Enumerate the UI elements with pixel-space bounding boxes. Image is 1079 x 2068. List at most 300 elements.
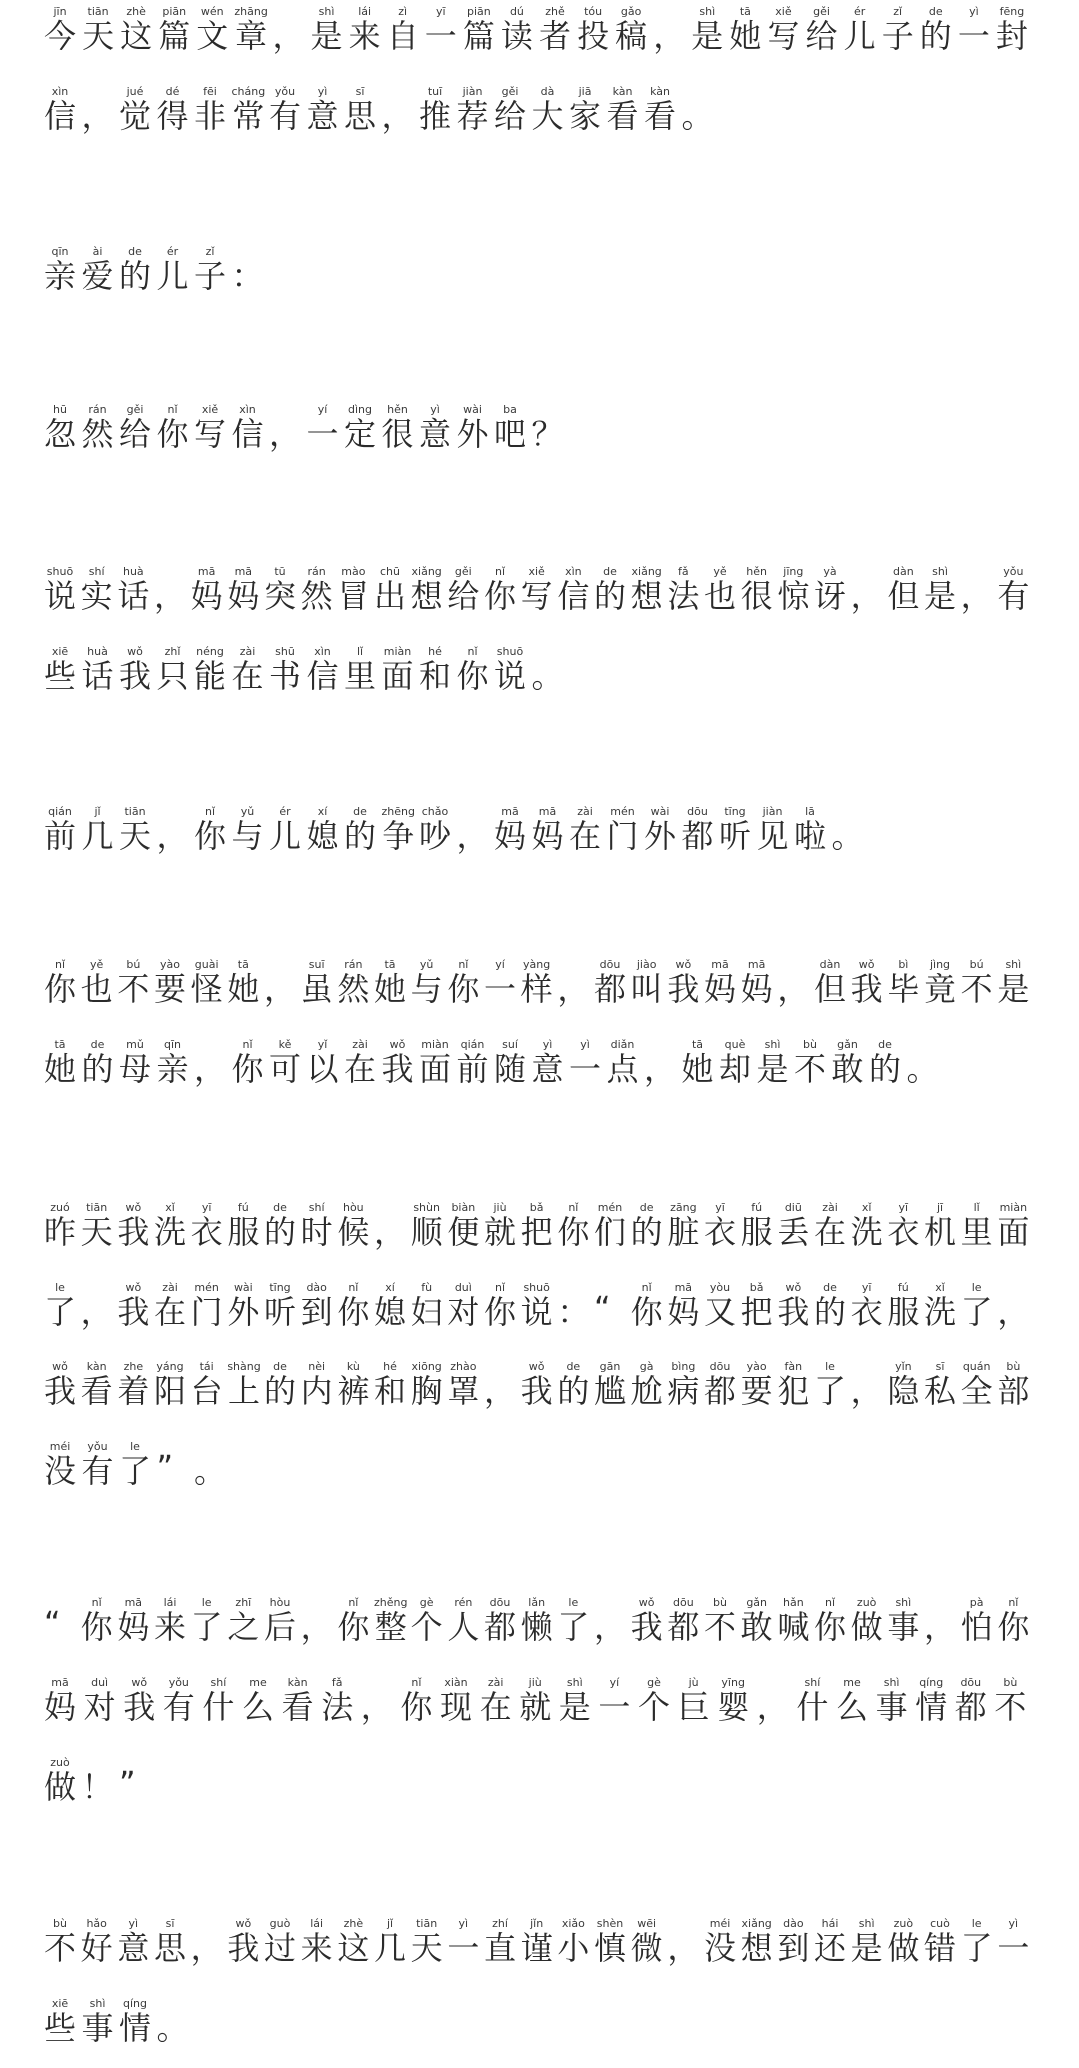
char-with-pinyin: [81, 1038, 114, 1088]
char-with-pinyin: [557, 565, 590, 615]
hanzi-char: 什: [202, 1688, 235, 1726]
hanzi-char: 都: [484, 1608, 517, 1646]
char-with-pinyin: [157, 1448, 174, 1486]
hanzi-char: 洗: [850, 1213, 883, 1251]
pinyin-annotation: zài: [154, 1281, 187, 1294]
hanzi-char: ，: [653, 17, 686, 55]
pinyin-annotation: de: [919, 5, 952, 18]
hanzi-char: 看: [606, 97, 639, 135]
char-with-pinyin: [156, 85, 189, 135]
char-with-pinyin: [995, 5, 1028, 55]
hanzi-char: 隐: [887, 1372, 920, 1410]
pinyin-annotation: jiù: [519, 1676, 552, 1689]
hanzi-char: 虽: [300, 970, 333, 1008]
pinyin-annotation: yǒu: [997, 565, 1030, 578]
hanzi-char: 在: [154, 1293, 187, 1331]
char-with-pinyin: [44, 85, 77, 135]
pinyin-annotation: [157, 805, 189, 818]
pinyin-annotation: le: [557, 1596, 590, 1609]
char-with-pinyin: [269, 645, 302, 695]
pinyin-annotation: diǎn: [606, 1038, 639, 1051]
pinyin-annotation: jiàn: [456, 85, 489, 98]
hanzi-char: 一: [484, 970, 517, 1008]
hanzi-char: ，: [300, 1608, 333, 1646]
pinyin-annotation: dà: [531, 85, 564, 98]
pinyin-annotation: méi: [704, 1917, 737, 1930]
pinyin-annotation: zhào: [447, 1360, 480, 1373]
pinyin-annotation: tā: [374, 958, 406, 971]
pinyin-annotation: shuō: [520, 1281, 553, 1294]
pinyin-annotation: yí: [598, 1676, 631, 1689]
pinyin-annotation: nǐ: [194, 805, 226, 818]
pinyin-annotation: lái: [300, 1917, 333, 1930]
char-with-pinyin: [269, 805, 302, 855]
hanzi-char: 敢: [740, 1608, 773, 1646]
pinyin-annotation: quán: [960, 1360, 993, 1373]
char-with-pinyin: [667, 1360, 700, 1410]
hanzi-char: 来: [348, 17, 381, 55]
pinyin-annotation: tóu: [577, 5, 610, 18]
pinyin-annotation: gǎn: [740, 1596, 773, 1609]
char-with-pinyin: [156, 1038, 189, 1088]
char-with-pinyin: [520, 958, 553, 1008]
hanzi-char: 投: [577, 17, 610, 55]
pinyin-annotation: shì: [875, 1676, 908, 1689]
char-with-pinyin: [344, 85, 377, 135]
char-with-pinyin: [850, 1917, 883, 1967]
pinyin-annotation: tā: [227, 958, 260, 971]
char-with-pinyin: [796, 1676, 829, 1726]
pinyin-annotation: fēi: [194, 85, 227, 98]
hanzi-char: 我: [123, 1688, 156, 1726]
pinyin-annotation: xìn: [231, 403, 264, 416]
pinyin-annotation: fǎ: [667, 565, 700, 578]
char-with-pinyin: [306, 1038, 339, 1088]
char-with-pinyin: [306, 805, 339, 855]
hanzi-char: 的: [919, 17, 952, 55]
hanzi-char: 亲: [44, 257, 77, 295]
char-with-pinyin: [681, 1038, 714, 1088]
hanzi-char: 到: [300, 1293, 333, 1331]
pinyin-annotation: rán: [300, 565, 333, 578]
pinyin-annotation: [374, 1201, 406, 1214]
pinyin-annotation: [194, 1440, 226, 1453]
pinyin-annotation: yī: [850, 1281, 883, 1294]
pinyin-annotation: qíng: [915, 1676, 948, 1689]
char-with-pinyin: [44, 565, 77, 615]
hanzi-char: 我: [119, 657, 152, 695]
pinyin-annotation: bú: [960, 958, 993, 971]
pinyin-annotation: yǐn: [887, 1360, 920, 1373]
char-with-pinyin: [836, 1676, 869, 1726]
pinyin-annotation: dōu: [667, 1596, 700, 1609]
hanzi-char: 外: [644, 817, 677, 855]
pinyin-annotation: lǎn: [520, 1596, 553, 1609]
pinyin-annotation: [119, 1756, 136, 1769]
char-with-pinyin: [520, 565, 553, 615]
pinyin-annotation: zài: [479, 1676, 512, 1689]
pinyin-annotation: wǒ: [381, 1038, 414, 1051]
pinyin-annotation: zhě: [539, 5, 572, 18]
pinyin-annotation: xiàn: [440, 1676, 472, 1689]
char-with-pinyin: [344, 645, 377, 695]
char-with-pinyin: [594, 1201, 627, 1251]
pinyin-annotation: mā: [44, 1676, 76, 1689]
hanzi-char: 你: [337, 1608, 370, 1646]
char-with-pinyin: [374, 1281, 407, 1331]
char-with-pinyin: [231, 645, 264, 695]
hanzi-char: 后: [264, 1608, 297, 1646]
char-with-pinyin: [447, 1201, 480, 1251]
pinyin-annotation: shì: [887, 1596, 920, 1609]
pinyin-annotation: zhǐ: [156, 645, 189, 658]
pinyin-annotation: wǒ: [44, 1360, 77, 1373]
char-with-pinyin: [594, 565, 627, 615]
pinyin-annotation: zǐ: [881, 5, 914, 18]
char-with-pinyin: [456, 645, 489, 695]
char-with-pinyin: [667, 1201, 700, 1251]
char-with-pinyin: [740, 1281, 773, 1331]
char-with-pinyin: [997, 1360, 1030, 1410]
hanzi-char: 子: [194, 257, 227, 295]
pinyin-annotation: le: [190, 1596, 223, 1609]
hanzi-char: 一: [598, 1688, 631, 1726]
hanzi-char: 。: [681, 97, 714, 135]
char-with-pinyin: [630, 1917, 663, 1967]
pinyin-annotation: fú: [227, 1201, 260, 1214]
pinyin-annotation: dìng: [344, 403, 376, 416]
pinyin-annotation: bù: [44, 1917, 76, 1930]
pinyin-annotation: mā: [740, 958, 773, 971]
text-line: [44, 1441, 1044, 1511]
pinyin-annotation: gěi: [805, 5, 838, 18]
hanzi-char: 你: [156, 415, 189, 453]
char-with-pinyin: [44, 245, 77, 295]
pinyin-annotation: yě: [80, 958, 113, 971]
pinyin-annotation: tái: [190, 1360, 223, 1373]
char-with-pinyin: [120, 5, 153, 55]
char-with-pinyin: [484, 1201, 517, 1251]
pinyin-annotation: dōu: [704, 1360, 736, 1373]
char-with-pinyin: [887, 1281, 920, 1331]
pinyin-annotation: [44, 1596, 61, 1609]
char-with-pinyin: [814, 1596, 847, 1646]
char-with-pinyin: [638, 1676, 671, 1726]
hanzi-char: 是: [691, 17, 724, 55]
pinyin-annotation: bù: [997, 1360, 1030, 1373]
char-with-pinyin: [264, 565, 297, 615]
char-with-pinyin: [157, 817, 189, 855]
hanzi-char: 非: [194, 97, 227, 135]
char-with-pinyin: [337, 565, 370, 615]
char-with-pinyin: [887, 1201, 920, 1251]
char-with-pinyin: [704, 1201, 737, 1251]
hanzi-char: 在: [569, 817, 602, 855]
char-with-pinyin: [961, 577, 993, 615]
char-with-pinyin: [997, 1596, 1030, 1646]
hanzi-char: 衣: [704, 1213, 737, 1251]
char-with-pinyin: [419, 403, 452, 453]
hanzi-char: 说: [520, 1293, 553, 1331]
hanzi-char: 做: [850, 1608, 883, 1646]
char-with-pinyin: [667, 1596, 700, 1646]
pinyin-annotation: dàn: [887, 565, 920, 578]
hanzi-char: 妇: [410, 1293, 443, 1331]
pinyin-annotation: jiàn: [756, 805, 789, 818]
pinyin-annotation: guò: [264, 1917, 296, 1930]
hanzi-char: 今: [44, 17, 77, 55]
char-with-pinyin: [381, 805, 415, 855]
char-with-pinyin: [924, 1917, 957, 1967]
hanzi-char: 内: [300, 1372, 333, 1410]
hanzi-char: 个: [638, 1688, 671, 1726]
char-with-pinyin: [681, 805, 714, 855]
hanzi-char: ，: [594, 1608, 627, 1646]
pinyin-annotation: zhēng: [381, 805, 415, 818]
pinyin-annotation: [301, 1596, 333, 1609]
hanzi-char: 这: [120, 17, 153, 55]
char-with-pinyin: [851, 577, 883, 615]
pinyin-annotation: shì: [558, 1676, 591, 1689]
char-with-pinyin: [606, 1038, 639, 1088]
hanzi-char: 随: [494, 1050, 527, 1088]
text-line: [44, 404, 1044, 474]
pinyin-annotation: [382, 85, 414, 98]
pinyin-annotation: yòu: [704, 1281, 736, 1294]
pinyin-annotation: bìng: [667, 1360, 700, 1373]
pinyin-annotation: jǐ: [374, 1917, 406, 1930]
char-with-pinyin: [419, 805, 452, 855]
pinyin-annotation: hòu: [264, 1596, 296, 1609]
char-with-pinyin: [337, 1596, 370, 1646]
pinyin-annotation: dàn: [814, 958, 847, 971]
char-with-pinyin: [494, 805, 527, 855]
char-with-pinyin: [832, 817, 864, 855]
char-with-pinyin: [156, 245, 189, 295]
hanzi-char: 在: [231, 657, 264, 695]
char-with-pinyin: [777, 1917, 810, 1967]
pinyin-annotation: jìng: [924, 958, 957, 971]
hanzi-char: 不: [44, 1929, 77, 1967]
hanzi-char: 是: [558, 1688, 591, 1726]
char-with-pinyin: [190, 1596, 223, 1646]
pinyin-annotation: mén: [190, 1281, 223, 1294]
char-with-pinyin: [814, 1360, 847, 1410]
hanzi-char: 但: [814, 970, 847, 1008]
pinyin-annotation: nǐ: [557, 1201, 590, 1214]
hanzi-char: 是: [310, 17, 343, 55]
hanzi-char: 。: [156, 2009, 189, 2047]
hanzi-char: 不: [704, 1608, 737, 1646]
pinyin-annotation: wài: [644, 805, 677, 818]
hanzi-char: 情: [119, 2009, 152, 2047]
char-with-pinyin: [361, 1688, 393, 1726]
hanzi-char: 天: [410, 1929, 443, 1967]
hanzi-char: 服: [227, 1213, 260, 1251]
pinyin-annotation: de: [630, 1201, 663, 1214]
char-with-pinyin: [81, 805, 114, 855]
pinyin-annotation: yǒu: [162, 1676, 195, 1689]
hanzi-char: ，: [80, 1293, 113, 1331]
pinyin-annotation: [81, 1281, 113, 1294]
pinyin-annotation: gè: [638, 1676, 670, 1689]
pinyin-annotation: miàn: [381, 645, 414, 658]
pinyin-annotation: mén: [594, 1201, 626, 1214]
pinyin-annotation: jī: [924, 1201, 956, 1214]
pinyin-annotation: tiān: [119, 805, 151, 818]
pinyin-annotation: dōu: [594, 958, 626, 971]
pinyin-annotation: shí: [80, 565, 113, 578]
hanzi-char: 见: [756, 817, 789, 855]
char-with-pinyin: [227, 1281, 260, 1331]
char-with-pinyin: [344, 403, 377, 453]
char-with-pinyin: [190, 1360, 223, 1410]
char-with-pinyin: [960, 1281, 993, 1331]
char-with-pinyin: [887, 1596, 920, 1646]
pinyin-annotation: [154, 565, 186, 578]
text-line: [44, 246, 1044, 316]
pinyin-annotation: kàn: [644, 85, 677, 98]
hanzi-char: 阳: [154, 1372, 187, 1410]
char-with-pinyin: [717, 1676, 750, 1726]
pinyin-annotation: bù: [704, 1596, 736, 1609]
hanzi-char: 妈: [227, 577, 260, 615]
pinyin-annotation: me: [836, 1676, 869, 1689]
hanzi-char: 看: [281, 1688, 314, 1726]
char-with-pinyin: [558, 1676, 591, 1726]
char-with-pinyin: [447, 1917, 480, 1967]
hanzi-char: 你: [630, 1293, 663, 1331]
hanzi-char: 想: [630, 577, 663, 615]
pinyin-annotation: [594, 1281, 611, 1294]
char-with-pinyin: [119, 1440, 152, 1490]
char-with-pinyin: [81, 645, 114, 695]
char-with-pinyin: [881, 5, 914, 55]
hanzi-char: 我: [850, 970, 883, 1008]
char-with-pinyin: [44, 1604, 61, 1642]
pinyin-annotation: hěn: [381, 403, 414, 416]
pinyin-annotation: nǐ: [400, 1676, 433, 1689]
hanzi-char: 门: [606, 817, 639, 855]
hanzi-char: 妈: [667, 1293, 700, 1331]
char-with-pinyin: [81, 245, 114, 295]
char-with-pinyin: [156, 403, 189, 453]
pinyin-annotation: [532, 645, 564, 658]
pinyin-annotation: [851, 1360, 883, 1373]
hanzi-char: 病: [667, 1372, 700, 1410]
char-with-pinyin: [531, 85, 564, 135]
hanzi-char: 点: [606, 1050, 639, 1088]
hanzi-char: 推: [419, 97, 452, 135]
char-with-pinyin: [484, 1596, 517, 1646]
hanzi-char: ，: [190, 1929, 223, 1967]
char-with-pinyin: [117, 958, 150, 1008]
char-with-pinyin: [924, 958, 957, 1008]
pinyin-annotation: shì: [81, 1997, 114, 2010]
char-with-pinyin: [410, 565, 443, 615]
hanzi-char: 尴: [594, 1372, 627, 1410]
hanzi-char: 你: [231, 1050, 264, 1088]
hanzi-char: 私: [924, 1372, 957, 1410]
char-with-pinyin: [777, 1360, 810, 1410]
hanzi-char: 突: [264, 577, 297, 615]
char-with-pinyin: [190, 958, 223, 1008]
pinyin-annotation: lái: [348, 5, 381, 18]
char-with-pinyin: [119, 1997, 152, 2047]
hanzi-char: 常: [231, 97, 266, 135]
char-with-pinyin: [83, 1676, 116, 1726]
char-with-pinyin: [869, 1038, 902, 1088]
pinyin-annotation: de: [557, 1360, 590, 1373]
hanzi-char: 看: [80, 1372, 113, 1410]
hanzi-char: 媳: [374, 1293, 407, 1331]
pinyin-annotation: chū: [374, 565, 406, 578]
pinyin-annotation: fú: [740, 1201, 773, 1214]
text-line: [44, 1677, 1044, 1747]
char-with-pinyin: [162, 1676, 195, 1726]
hanzi-char: 亲: [156, 1050, 189, 1088]
pinyin-annotation: shì: [691, 5, 724, 18]
hanzi-char: ，: [456, 817, 489, 855]
char-with-pinyin: [202, 1676, 235, 1726]
pinyin-annotation: [557, 1281, 589, 1294]
hanzi-char: 却: [719, 1050, 752, 1088]
hanzi-char: 大: [531, 97, 564, 135]
pinyin-annotation: lā: [794, 805, 827, 818]
hanzi-char: 婴: [717, 1688, 750, 1726]
char-with-pinyin: [557, 1596, 590, 1646]
char-with-pinyin: [677, 1676, 710, 1726]
hanzi-char: 巨: [677, 1688, 710, 1726]
pinyin-annotation: bù: [994, 1676, 1027, 1689]
hanzi-char: 听: [264, 1293, 297, 1331]
hanzi-char: 错: [924, 1929, 957, 1967]
char-with-pinyin: [381, 645, 414, 695]
char-with-pinyin: [80, 958, 113, 1008]
hanzi-char: 直: [484, 1929, 517, 1967]
pinyin-annotation: wài: [227, 1281, 260, 1294]
hanzi-char: 给: [119, 415, 152, 453]
pinyin-annotation: nǐ: [337, 1596, 370, 1609]
hanzi-char: 到: [777, 1929, 810, 1967]
pinyin-annotation: le: [119, 1440, 152, 1453]
hanzi-char: 什: [796, 1688, 829, 1726]
char-with-pinyin: [850, 1281, 883, 1331]
pinyin-annotation: dú: [500, 5, 533, 18]
char-with-pinyin: [82, 5, 115, 55]
pinyin-annotation: xiōng: [410, 1360, 443, 1373]
hanzi-char: 说: [44, 577, 77, 615]
char-with-pinyin: [231, 403, 264, 453]
pinyin-annotation: wǒ: [119, 645, 152, 658]
hanzi-char: 她: [729, 17, 762, 55]
hanzi-char: 服: [887, 1293, 920, 1331]
text-line: [44, 1918, 1044, 1988]
hanzi-char: 时: [300, 1213, 333, 1251]
hanzi-char: 以: [306, 1050, 339, 1088]
char-with-pinyin: [123, 1676, 156, 1726]
hanzi-char: 事: [81, 2009, 114, 2047]
char-with-pinyin: [410, 1201, 443, 1251]
pinyin-annotation: xǐ: [850, 1201, 883, 1214]
char-with-pinyin: [919, 5, 952, 55]
char-with-pinyin: [154, 1596, 187, 1646]
pinyin-annotation: xiǎng: [740, 1917, 773, 1930]
hanzi-char: 我: [117, 1213, 150, 1251]
char-with-pinyin: [814, 1281, 847, 1331]
pinyin-annotation: jǐn: [520, 1917, 553, 1930]
hanzi-char: 对: [83, 1688, 116, 1726]
